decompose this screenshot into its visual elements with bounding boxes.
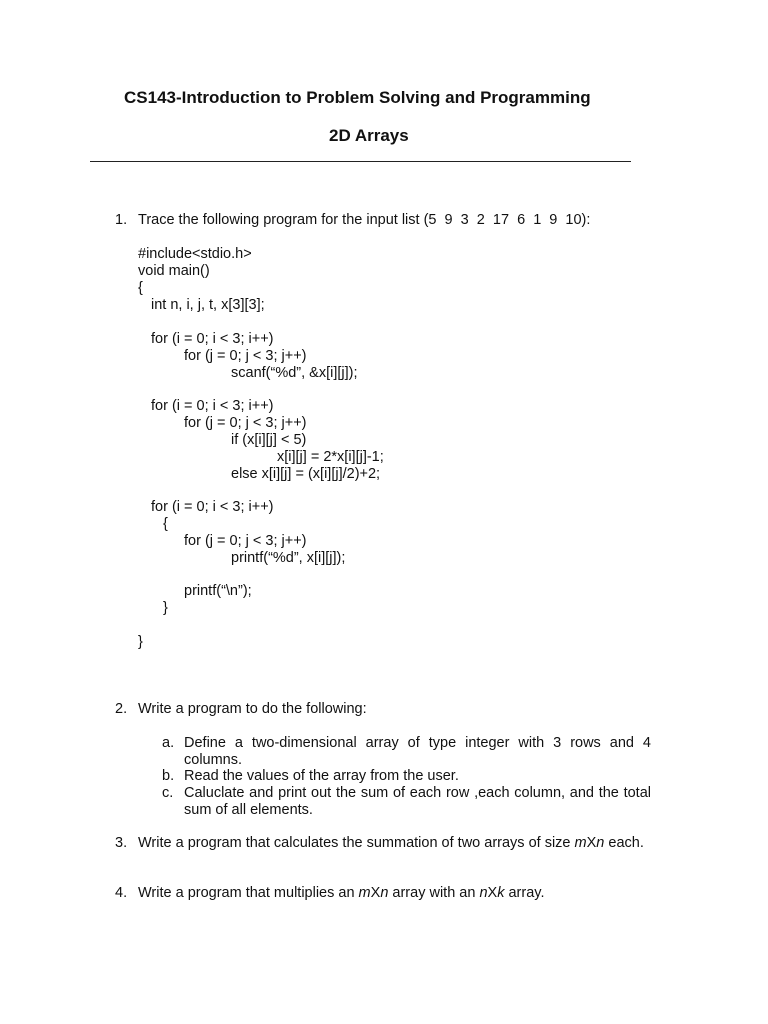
code-line: int n, i, j, t, x[3][3]; [151, 297, 265, 313]
code-line: scanf(“%d”, &x[i][j]); [231, 365, 358, 381]
q3-n: n [596, 835, 605, 851]
code-line: for (j = 0; j < 3; j++) [184, 415, 307, 431]
q4-number: 4. [115, 885, 128, 901]
code-line: printf(“\n”); [184, 583, 252, 599]
q4-part3: array. [504, 885, 545, 901]
q2-item-text: Define a two-dimensional array of type integer with 3 rows and 4 columns. [184, 735, 651, 768]
code-line: #include<stdio.h> [138, 246, 252, 262]
q4-part2: array with an [388, 885, 480, 901]
code-line: for (i = 0; i < 3; i++) [151, 499, 274, 515]
q2-text: Write a program to do the following: [138, 701, 367, 717]
title-divider [90, 161, 631, 162]
code-line: for (i = 0; i < 3; i++) [151, 398, 274, 414]
q4-k: k [497, 885, 505, 901]
q4-part1: Write a program that multiplies an [138, 885, 359, 901]
code-line: if (x[i][j] < 5) [231, 432, 307, 448]
code-line: { [163, 516, 168, 532]
q2-item-text: Read the values of the array from the user. [184, 768, 459, 784]
q1-number: 1. [115, 212, 128, 228]
code-line: else x[i][j] = (x[i][j]/2)+2; [231, 466, 381, 482]
code-line: } [138, 634, 143, 650]
code-line: for (i = 0; i < 3; i++) [151, 331, 274, 347]
q2-item-letter: c. [162, 785, 174, 801]
q3-text-after: each. [604, 835, 644, 851]
topic-title: 2D Arrays [329, 126, 409, 145]
q4-text [138, 885, 545, 902]
code-line: for (j = 0; j < 3; j++) [184, 348, 307, 364]
q3-m: m [574, 835, 587, 851]
q2-item-text: Caluclate and print out the sum of each row ,each column, and the total sum of all elements. [184, 785, 651, 818]
code-line: for (j = 0; j < 3; j++) [184, 533, 307, 549]
q2-item-letter: a. [162, 735, 175, 751]
q4-n1: n [380, 885, 389, 901]
code-line: printf(“%d”, x[i][j]); [231, 550, 346, 566]
q2-item-letter: b. [162, 768, 175, 784]
q4-x1: X [370, 885, 381, 901]
course-title: CS143-Introduction to Problem Solving and Programming [124, 88, 591, 107]
code-line: { [138, 280, 143, 296]
q2-number: 2. [115, 701, 128, 717]
code-line: x[i][j] = 2*x[i][j]-1; [277, 449, 384, 465]
code-line: } [163, 600, 168, 616]
q3-text-before: Write a program that calculates the summation of two arrays of size [138, 835, 575, 851]
q3-text [138, 835, 653, 852]
q3-x: X [586, 835, 597, 851]
code-line: void main() [138, 263, 210, 279]
q1-text: Trace the following program for the input list (5 9 3 2 17 6 1 9 10): [138, 212, 591, 228]
q4-n2: n [479, 885, 488, 901]
q4-x2: X [487, 885, 498, 901]
q3-number: 3. [115, 835, 128, 851]
q4-m: m [358, 885, 371, 901]
